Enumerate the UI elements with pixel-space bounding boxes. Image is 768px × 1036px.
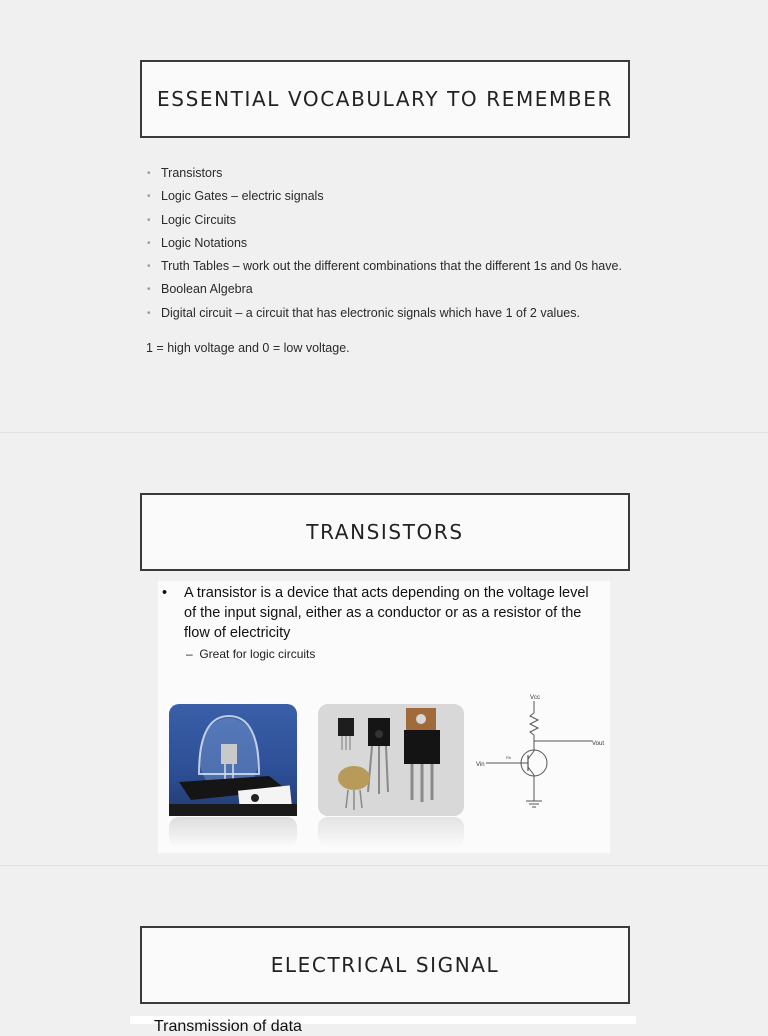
- slide-vocabulary: [0, 0, 768, 432]
- list-item: • Transistors: [145, 166, 625, 181]
- vocabulary-list: [145, 166, 625, 329]
- transistor-packages-photo: [318, 704, 464, 816]
- slide-title: TRANSISTORS: [140, 493, 630, 571]
- bullet-icon: •: [162, 585, 168, 601]
- dash-icon: –: [186, 647, 200, 661]
- list-item: • Truth Tables – work out the different combinations that the different 1s and 0s have.: [145, 259, 625, 274]
- vout-label: Vout: [592, 741, 605, 747]
- photo-reflection: [169, 817, 297, 847]
- photo-reflection: [318, 817, 464, 847]
- vin-label: Vin: [476, 762, 485, 768]
- voltage-note: 1 = high voltage and 0 = low voltage.: [146, 341, 350, 355]
- list-item: • Digital circuit – a circuit that has electronic signals which have 1 of 2 values.: [145, 306, 625, 321]
- transistor-package-icon: [318, 704, 464, 816]
- slide-title: ESSENTIAL VOCABULARY TO REMEMBER: [140, 60, 630, 138]
- first-transistor-photo: [169, 704, 297, 816]
- partial-bullet-text: Transmission of data: [154, 1018, 302, 1035]
- glass-dome-icon: [169, 704, 297, 816]
- slide-title: ELECTRICAL SIGNAL: [140, 926, 630, 1004]
- list-item: • Boolean Algebra: [145, 282, 625, 297]
- list-item: • Logic Notations: [145, 236, 625, 251]
- list-item: • Logic Gates – electric signals: [145, 189, 625, 204]
- slide-electrical-signal: [0, 866, 768, 1024]
- vcc-label: Vcc: [530, 695, 541, 701]
- electrical-signal-partial-content: [130, 1016, 636, 1035]
- rb-label: Rb: [506, 755, 512, 760]
- transistor-inset-image: [158, 581, 610, 853]
- transistor-circuit-diagram: [478, 689, 608, 819]
- transistor-definition: • A transistor is a device that acts depending on the voltage level of the input signal, either as a conductor or as a resistor of the flow of electricity: [162, 585, 589, 641]
- transistor-subpoint: – Great for logic circuits: [186, 647, 316, 661]
- resistor-icon: [530, 713, 538, 735]
- list-item: • Logic Circuits: [145, 213, 625, 228]
